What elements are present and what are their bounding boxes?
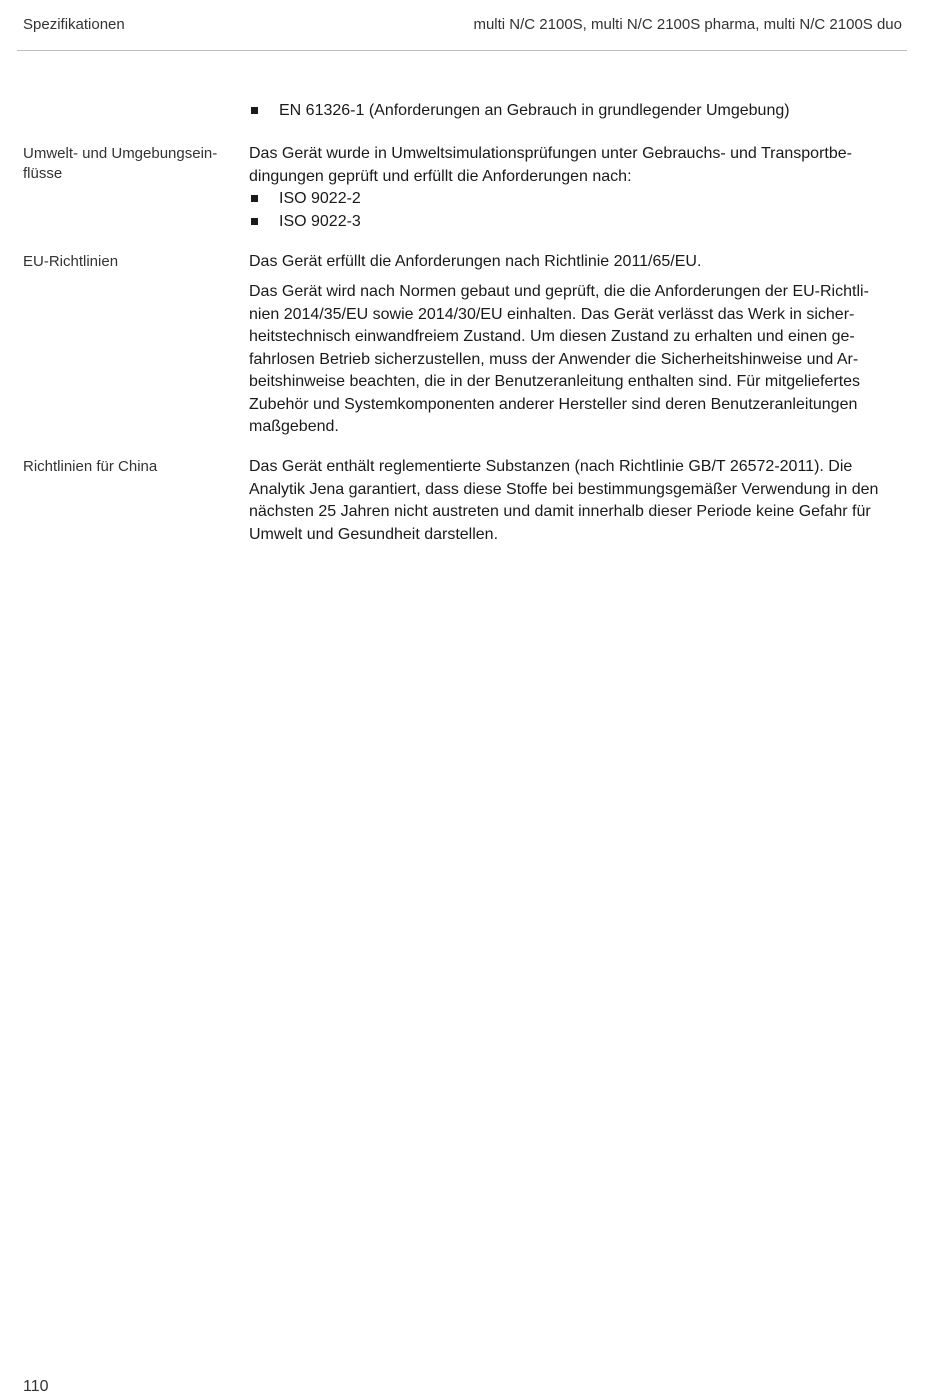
eu-text-line: beitshinweise beachten, die in der Benutzeranleitung enthalten sind. Für mitgeliefertes bbox=[249, 373, 861, 390]
list-item-text: ISO 9022-2 bbox=[279, 190, 361, 207]
environment-label bbox=[23, 144, 228, 184]
eu-content bbox=[249, 251, 909, 274]
header-section-title: Spezifikationen bbox=[23, 16, 125, 33]
list-item-text: ISO 9022-3 bbox=[279, 212, 361, 230]
eu-text-line: Zubehör und Systemkomponenten anderer Hersteller sind deren Benutzeranleitungen bbox=[249, 395, 858, 413]
china-content bbox=[249, 456, 909, 546]
list-item bbox=[249, 100, 909, 123]
china-text-line: Analytik Jena garantiert, dass diese Stoffe bei bestimmungsgemäßer Verwendung in den bbox=[249, 480, 879, 498]
square-bullet-icon bbox=[251, 107, 258, 114]
eu-text-line: nien 2014/35/EU sowie 2014/30/EU einhalten. Das Gerät verlässt das Werk in sicher- bbox=[249, 305, 855, 323]
environment-content bbox=[249, 143, 909, 233]
eu-text-line: maßgebend. bbox=[249, 418, 339, 435]
environment-text-line: dingungen geprüft und erfüllt die Anforderungen nach: bbox=[249, 167, 632, 185]
eu-paragraph-1: Das Gerät erfüllt die Anforderungen nach Richtlinie 2011/65/EU. bbox=[249, 253, 702, 270]
list-item bbox=[249, 188, 909, 211]
page-number: 110 bbox=[23, 1378, 49, 1395]
eu-text-line: fahrlosen Betrieb sicherzustellen, muss der Anwender die Sicherheitshinweise und Ar- bbox=[249, 350, 859, 368]
environment-label-line: flüsse bbox=[23, 165, 63, 182]
list-item bbox=[249, 211, 909, 234]
china-text-line: Das Gerät enthält reglementierte Substanzen (nach Richtlinie GB/T 26572-2011). Die bbox=[249, 458, 853, 475]
eu-label: EU-Richtlinien bbox=[23, 253, 119, 270]
eu-text-line: Das Gerät wird nach Normen gebaut und geprüft, die die Anforderungen der EU-Richtli- bbox=[249, 283, 869, 300]
china-text-line: nächsten 25 Jahren nicht austreten und damit innerhalb dieser Periode keine Gefahr für bbox=[249, 503, 871, 520]
header-product-title: multi N/C 2100S, multi N/C 2100S pharma, multi N/C 2100S duo bbox=[473, 16, 902, 33]
environment-text-line: Das Gerät wurde in Umweltsimulationsprüfungen unter Gebrauchs- und Transportbe- bbox=[249, 145, 852, 162]
environment-label-line: Umwelt- und Umgebungsein- bbox=[23, 145, 218, 162]
china-label: Richtlinien für China bbox=[23, 458, 158, 475]
page-header bbox=[17, 0, 907, 51]
eu-text-line: heitstechnisch einwandfreiem Zustand. Um diesen Zustand zu erhalten und einen ge- bbox=[249, 328, 855, 345]
square-bullet-icon bbox=[251, 218, 258, 225]
square-bullet-icon bbox=[251, 195, 258, 202]
environment-standards-list bbox=[249, 188, 909, 233]
eu-paragraph-2 bbox=[249, 281, 909, 439]
top-standards-list bbox=[249, 100, 909, 123]
list-item-text: EN 61326-1 (Anforderungen an Gebrauch in grundlegender Umgebung) bbox=[279, 102, 790, 119]
china-text-line: Umwelt und Gesundheit darstellen. bbox=[249, 525, 499, 543]
